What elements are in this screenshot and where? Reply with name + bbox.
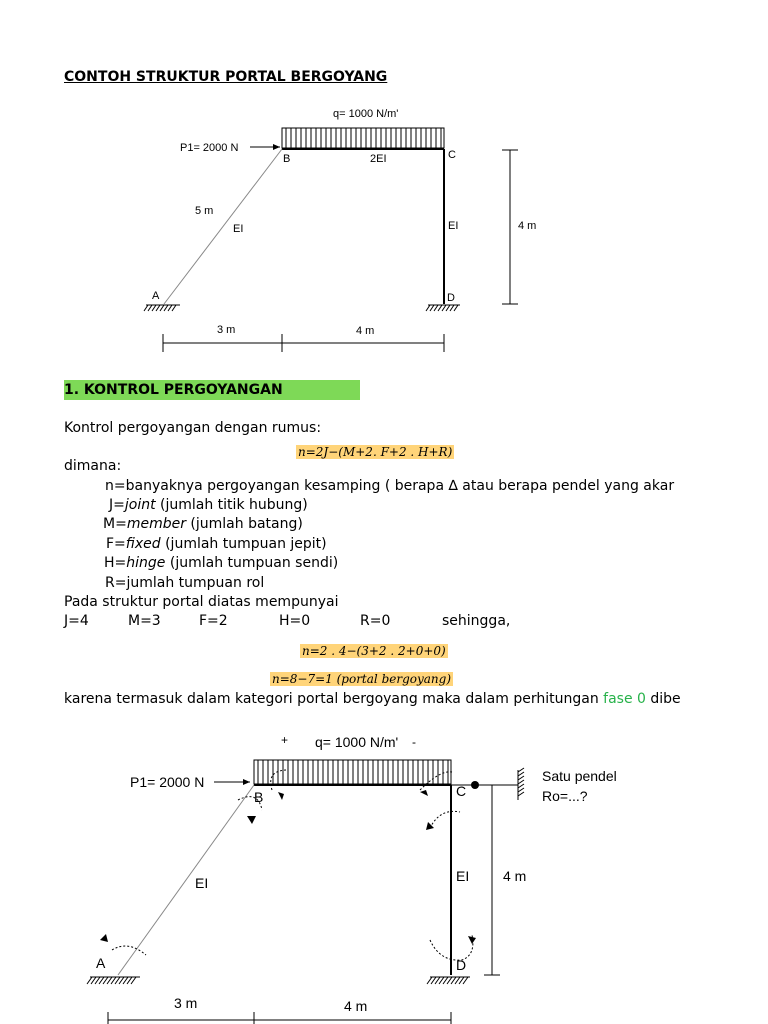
ei-label-cd-1: EI <box>448 220 459 232</box>
val-m: M=3 <box>128 613 161 629</box>
ei-label-ab-1: EI <box>233 223 244 235</box>
def-m: M=member (jumlah batang) <box>103 516 303 532</box>
formula-substituted: n=2 . 4−(3+2 . 2+0+0) <box>302 644 446 658</box>
def-h: H=hinge (jumlah tumpuan sendi) <box>104 555 339 571</box>
page-title: CONTOH STRUKTUR PORTAL BERGOYANG <box>64 69 388 85</box>
intro-text: Kontrol pergoyangan dengan rumus: <box>64 420 322 436</box>
moment-arrowhead-b <box>247 816 256 824</box>
node-a-1: A <box>152 290 160 302</box>
length-label-ab-1: 5 m <box>195 205 214 217</box>
width-label-2-1: 4 m <box>356 325 375 337</box>
sign-minus: - <box>412 735 416 749</box>
pendel-reaction-label: Ro=...? <box>542 788 588 804</box>
formula-general: n=2J−(M+2. F+2 . H+R) <box>298 445 453 459</box>
dimana-label: dimana: <box>64 458 122 474</box>
sehingga-text: sehingga, <box>442 613 511 629</box>
ei-label-ab-2: EI <box>195 875 209 891</box>
val-r: R=0 <box>360 613 391 629</box>
width-label-2-2: 4 m <box>344 998 368 1014</box>
moment-arc-c <box>430 811 460 828</box>
pada-text: Pada struktur portal diatas mempunyai <box>64 594 339 610</box>
moment-arrowhead-d <box>468 936 476 944</box>
beam-ei-label-1: 2EI <box>370 153 387 165</box>
p1-label-2: P1= 2000 N <box>130 774 205 790</box>
node-b-2: B <box>254 789 264 805</box>
def-f: F=fixed (jumlah tumpuan jepit) <box>106 536 327 552</box>
val-h: H=0 <box>279 613 311 629</box>
val-f: F=2 <box>199 613 228 629</box>
formula-result: n=8−7=1 (portal bergoyang) <box>272 672 452 686</box>
ei-label-cd-2: EI <box>456 868 470 884</box>
width-label-1-2: 3 m <box>174 995 198 1011</box>
load-label-2: q= 1000 N/m' <box>315 734 399 750</box>
node-d-2: D <box>456 957 467 973</box>
diagram1-structure <box>144 128 518 352</box>
section-heading: 1. KONTROL PERGOYANGAN <box>64 380 360 400</box>
height-label-2: 4 m <box>503 868 527 884</box>
diagram2-structure <box>87 760 527 1024</box>
def-j: J=joint (jumlah titik hubung) <box>109 497 308 513</box>
sign-plus: + <box>281 733 289 747</box>
pendel-hinge <box>471 781 479 789</box>
node-c-1: C <box>448 149 456 161</box>
member-ab-2 <box>118 785 254 975</box>
member-ab-1 <box>164 149 282 304</box>
val-j: J=4 <box>64 613 89 629</box>
pendel-label: Satu pendel <box>542 768 617 784</box>
node-b-1: B <box>283 153 291 165</box>
moment-arrowhead-a <box>100 934 108 942</box>
def-r: R=jumlah tumpuan rol <box>105 575 265 591</box>
p1-label-1: P1= 2000 N <box>180 142 239 154</box>
width-label-1-1: 3 m <box>217 324 236 336</box>
def-n: n=banyaknya pergoyangan kesamping ( berapa ∆ atau berapa pendel yang akar <box>105 478 675 494</box>
node-d-1: D <box>447 292 455 304</box>
node-a-2: A <box>96 955 106 971</box>
load-label-1: q= 1000 N/m' <box>333 108 399 120</box>
node-c-2: C <box>456 783 467 799</box>
conclusion-text: karena termasuk dalam kategori portal bergoyang maka dalam perhitungan fase 0 dibe <box>64 691 681 707</box>
moment-arc-a <box>112 946 146 955</box>
height-label-1: 4 m <box>518 220 537 232</box>
